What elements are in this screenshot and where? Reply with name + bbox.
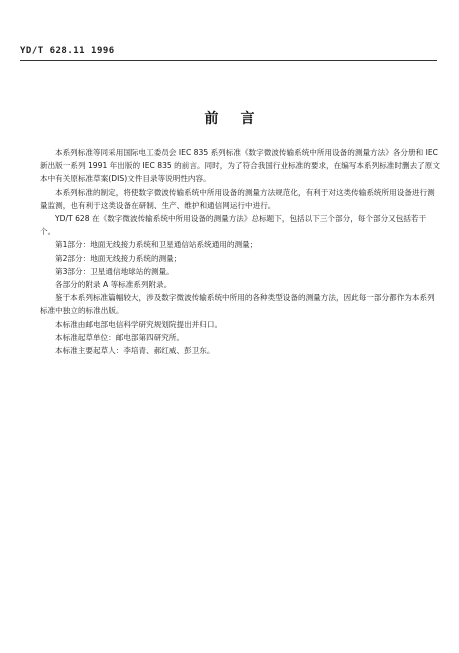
header-divider <box>20 60 437 61</box>
list-item-part2: 第2部分：地面无线接力系统的测量； <box>55 253 182 263</box>
standard-code: YD/T 628.11 1996 <box>20 46 115 56</box>
paragraph-drafting-unit: 本标准起草单位：邮电部第四研究所。 <box>55 332 185 342</box>
paragraph-drafters: 本标准主要起草人：李培青、郝红威、彭卫东。 <box>55 346 215 356</box>
paragraph-intro: 本系列标准等同采用国际电工委员会 IEC 835 系列标准《数字微波传输系统中所用设备的测量方法》各分册和 IEC 新出版一系列 1991 年出版的 IEC 835 的前言。同时，为了符合我国行业标准的要求，在编写本系列标准时删去了原文本中有关原标准草案(DIS)文件目录等说明性内容。 <box>40 148 440 184</box>
list-item-part3: 第3部分：卫星通信地球站的测量。 <box>55 266 174 276</box>
document-body <box>40 146 440 357</box>
paragraph-publication: 鉴于本系列标准篇幅较大，涉及数字微波传输系统中所用的各种类型设备的测量方法，因此每一部分都作为本系列标准中独立的标准出版。 <box>40 293 435 316</box>
paragraph-purpose: 本系列标准的制定，将使数字微波传输系统中所用设备的测量方法规范化，有利于对这类传输系统所用设备进行测量监测，也有利于这类设备在研制、生产、维护和通信网运行中进行。 <box>40 187 435 210</box>
list-item-appendix: 各部分的附录 A 等标准系列附录。 <box>55 280 172 290</box>
list-item-part1: 第1部分：地面无线接力系统和卫星通信站系统通用的测量； <box>55 240 258 250</box>
paragraph-proposer: 本标准由邮电部电信科学研究规划院提出并归口。 <box>55 319 223 329</box>
page-title: 前言 <box>204 111 277 127</box>
paragraph-structure: YD/T 628 在《数字微波传输系统中所用设备的测量方法》总标题下，包括以下三个部分，每个部分又包括若干个。 <box>40 214 427 237</box>
